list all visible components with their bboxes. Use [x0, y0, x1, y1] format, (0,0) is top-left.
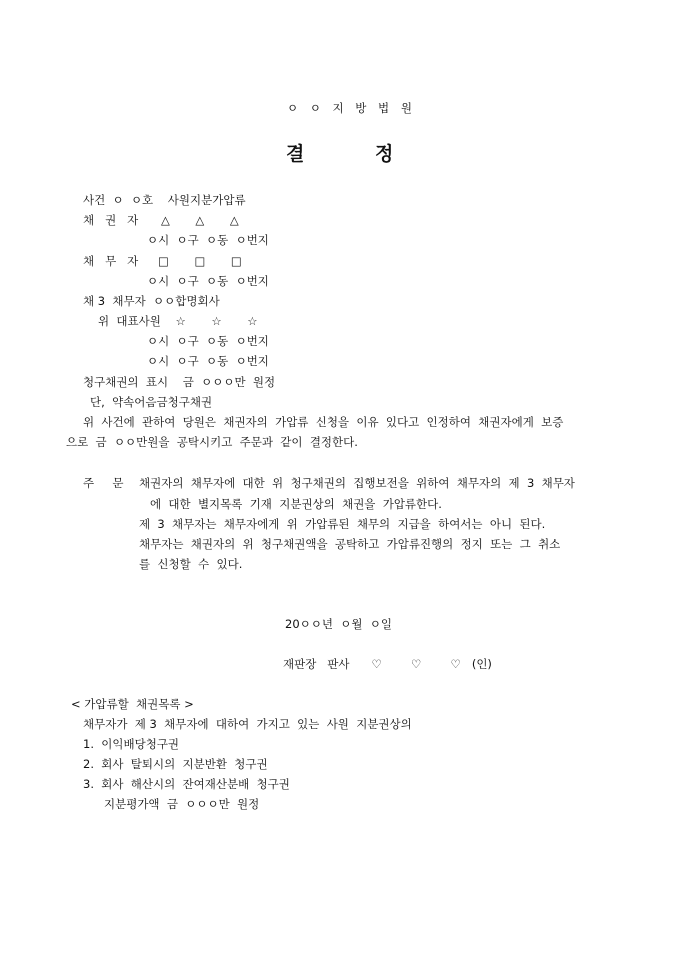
claim-detail: 단, 약속어음금청구채권 — [90, 395, 213, 409]
third-debtor-address: ㅇ시 ㅇ구 ㅇ동 ㅇ번지 — [147, 334, 269, 348]
body-line-2: 으로 금 ㅇㅇ만원을 공탁시키고 주문과 같이 결정한다. — [66, 435, 358, 449]
debtor-address: ㅇ시 ㅇ구 ㅇ동 ㅇ번지 — [147, 274, 269, 288]
debtor-name: □ □ □ — [158, 254, 242, 268]
case-line: 사건 ㅇ ㅇ호 사원지분가압류 — [83, 193, 246, 207]
creditor-label: 채 권 자 — [83, 213, 139, 227]
claim-label: 청구채권의 표시 금 ㅇㅇㅇ만 원정 — [83, 375, 276, 389]
creditor-address: ㅇ시 ㅇ구 ㅇ동 ㅇ번지 — [147, 233, 269, 247]
order-item-3-line-1: 채무자는 채권자의 위 청구채권액을 공탁하고 가압류진행의 정지 또는 그 취소 — [139, 537, 561, 551]
list-item-1: 1. 이익배당청구권 — [83, 737, 180, 751]
third-debtor-line: 채 3 채무자 ㅇㅇ합명회사 — [83, 294, 220, 308]
order-label: 주 문 — [83, 476, 124, 490]
body-line-1: 위 사건에 관하여 당원은 채권자의 가압류 신청을 이유 있다고 인정하여 채권자에게 보증 — [83, 415, 564, 429]
order-item-3-line-2: 를 신청할 수 있다. — [139, 557, 243, 571]
decision-date: 20ㅇㅇ년 ㅇ월 ㅇ일 — [285, 617, 393, 631]
representative-address: ㅇ시 ㅇ구 ㅇ동 ㅇ번지 — [147, 354, 269, 368]
court-name: ㅇ ㅇ 지 방 법 원 — [287, 101, 416, 115]
judge-signature: 재판장 판사 ♡ ♡ ♡ (인) — [283, 657, 492, 671]
list-valuation: 지분평가액 금 ㅇㅇㅇ만 원정 — [104, 797, 260, 811]
order-item-1-line-2: 에 대한 별지목록 기재 지분권상의 채권을 가압류한다. — [150, 497, 442, 511]
list-intro: 채무자가 제 3 채무자에 대하여 가지고 있는 사원 지분권상의 — [83, 717, 412, 731]
creditor-name: △ △ △ — [161, 213, 239, 227]
debtor-label: 채 무 자 — [83, 254, 139, 268]
title-right-char: 정 — [375, 143, 394, 165]
list-heading: < 가압류할 채권목록 > — [71, 697, 194, 711]
representative-line: 위 대표사원 ☆ ☆ ☆ — [98, 314, 258, 328]
order-item-2: 제 3 채무자는 채무자에게 위 가압류된 채무의 지급을 하여서는 아니 된다. — [139, 517, 546, 531]
title-left-char: 결 — [286, 143, 305, 165]
list-item-3: 3. 회사 해산시의 잔여재산분배 청구권 — [83, 777, 290, 791]
list-item-2: 2. 회사 탈퇴시의 지분반환 청구권 — [83, 757, 268, 771]
order-item-1-line-1: 채권자의 채무자에 대한 위 청구채권의 집행보전을 위하여 채무자의 제 3 채무자 — [139, 476, 575, 490]
